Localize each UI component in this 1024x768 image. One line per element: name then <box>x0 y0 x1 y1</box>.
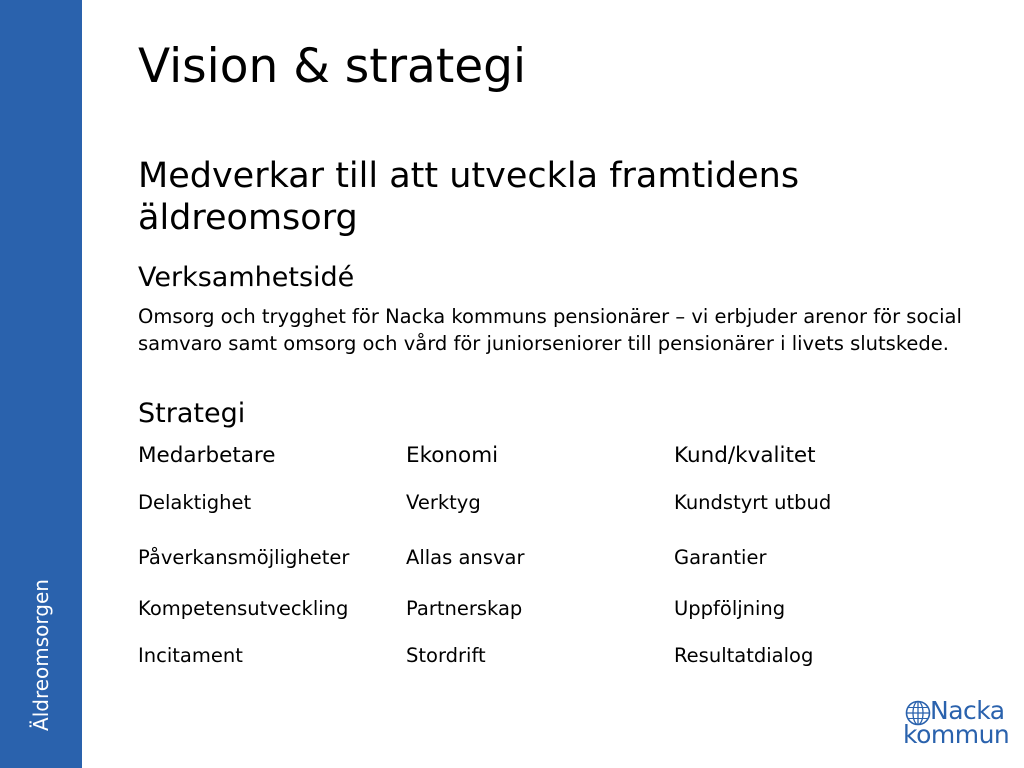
table-cell: Påverkansmöjligheter <box>138 546 350 569</box>
nacka-kommun-logo <box>900 696 1010 749</box>
table-row <box>138 597 938 627</box>
logo-wordmark-line2: kommun <box>903 720 1010 749</box>
table-cell: Incitament <box>138 644 243 667</box>
mission-text: Omsorg och trygghet för Nacka kommuns pensionärer – vi erbjuder arenor för social samvaro samt omsorg och vård för juniorseniorer till pensionärer i livets slutskede. <box>138 305 962 355</box>
table-cell: Allas ansvar <box>406 546 525 569</box>
table-cell: Verktyg <box>406 491 481 514</box>
table-cell: Resultatdialog <box>674 644 814 667</box>
table-header-cell: Medarbetare <box>138 443 276 468</box>
table-header-cell: Kund/kvalitet <box>674 443 816 468</box>
table-cell: Delaktighet <box>138 491 252 514</box>
table-cell: Kompetensutveckling <box>138 597 349 620</box>
page-subtitle: Medverkar till att utveckla framtidens äldreomsorg <box>138 156 800 238</box>
table-header-cell: Ekonomi <box>406 443 499 468</box>
table-cell: Garantier <box>674 546 767 569</box>
page-title: Vision & strategi <box>138 39 527 94</box>
table-row <box>138 491 938 521</box>
sidebar <box>0 0 82 768</box>
table-row <box>138 546 938 576</box>
logo-wordmark-line1: Nacka <box>930 696 1005 725</box>
table-cell: Partnerskap <box>406 597 523 620</box>
strategy-heading: Strategi <box>138 398 246 429</box>
table-cell: Kundstyrt utbud <box>674 491 832 514</box>
table-row <box>138 644 938 674</box>
table-cell: Uppföljning <box>674 597 786 620</box>
mission-heading: Verksamhetsidé <box>138 262 355 293</box>
table-header-row <box>138 443 938 473</box>
table-cell: Stordrift <box>406 644 486 667</box>
sidebar-label: Äldreomsorgen <box>29 579 53 731</box>
